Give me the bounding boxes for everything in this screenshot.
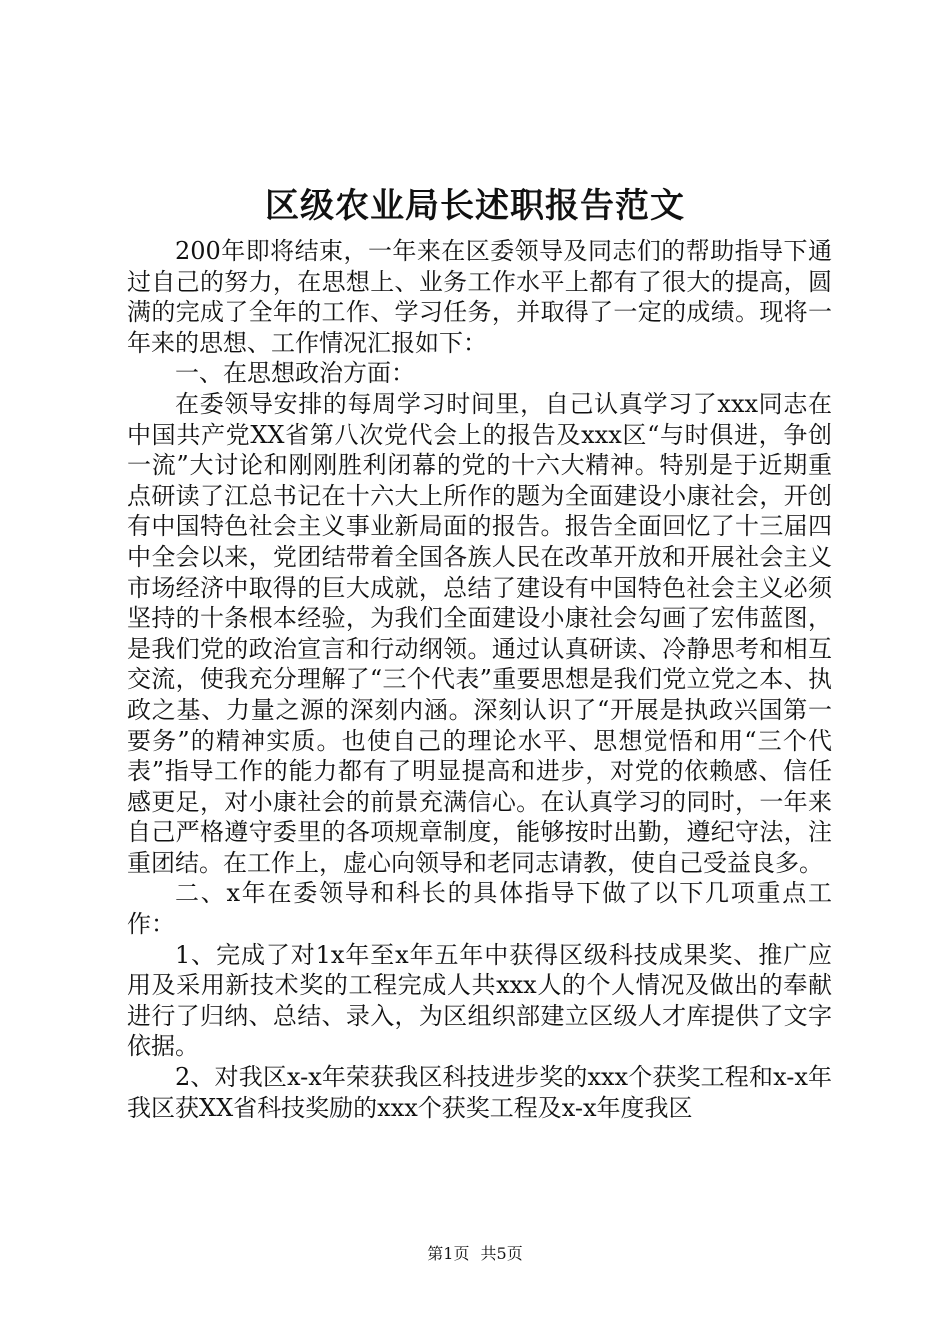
page-footer [0, 1244, 950, 1264]
document-title: 区级农业局长述职报告范文 [265, 186, 685, 226]
paragraph-political-study: 在委领导安排的每周学习时间里，自己认真学习了xxx同志在中国共产党XX省第八次党代会上的报告及xxx区“与时俱进，争创一流”大讨论和刚刚胜利闭幕的党的十六大精神。特别是于近期重点研读了江总书记在十六大上所作的题为全面建设小康社会，开创有中国特色社会主义事业新局面的报告。报告全面回忆了十三届四中全会以来，党团结带着全国各族人民在改革开放和开展社会主义市场经济中取得的巨大成就，总结了建设有中国特色社会主义必须坚持的十条根本经验，为我们全面建设小康社会勾画了宏伟蓝图，是我们党的政治宣言和行动纲领。通过认真研读、冷静思考和相互交流，使我充分理解了“三个代表”重要思想是我们党立党之本、执政之基、力量之源的深刻内涵。深刻认识了“开展是执政兴国第一要务”的精神实质。也使自己的理论水平、思想觉悟和用“三个代表”指导工作的能力都有了明显提高和进步，对党的依赖感、信任感更足，对小康社会的前景充满信心。在认真学习的同时，一年来自己严格遵守委里的各项规章制度，能够按时出勤，遵纪守法，注重团结。在工作上，虚心向领导和老同志请教，使自己受益良多。 [127, 389, 832, 877]
paragraph-item-2: 2、对我区x-x年荣获我区科技进步奖的xxx个获奖工程和x-x年我区获XX省科技奖励的xxx个获奖工程及x-x年度我区 [127, 1063, 832, 1122]
paragraph-intro: 200年即将结束，一年来在区委领导及同志们的帮助指导下通过自己的努力，在思想上、业务工作水平上都有了很大的提高，圆满的完成了全年的工作、学习任务，并取得了一定的成绩。现将一年来的思想、工作情况汇报如下： [127, 237, 832, 357]
section-heading-2: 二、x年在委领导和科长的具体指导下做了以下几项重点工作： [127, 879, 832, 939]
document-body [127, 236, 832, 1123]
total-pages: 共5页 [480, 1244, 523, 1263]
page-number: 第1页 [427, 1244, 470, 1263]
section-heading-1: 一、在思想政治方面： [175, 359, 415, 388]
paragraph-item-1: 1、完成了对1x年至x年五年中获得区级科技成果奖、推广应用及采用新技术奖的工程完成人共xxx人的个人情况及做出的奉献进行了归纳、总结、录入，为区组织部建立区级人才库提供了文字依据。 [127, 940, 832, 1061]
